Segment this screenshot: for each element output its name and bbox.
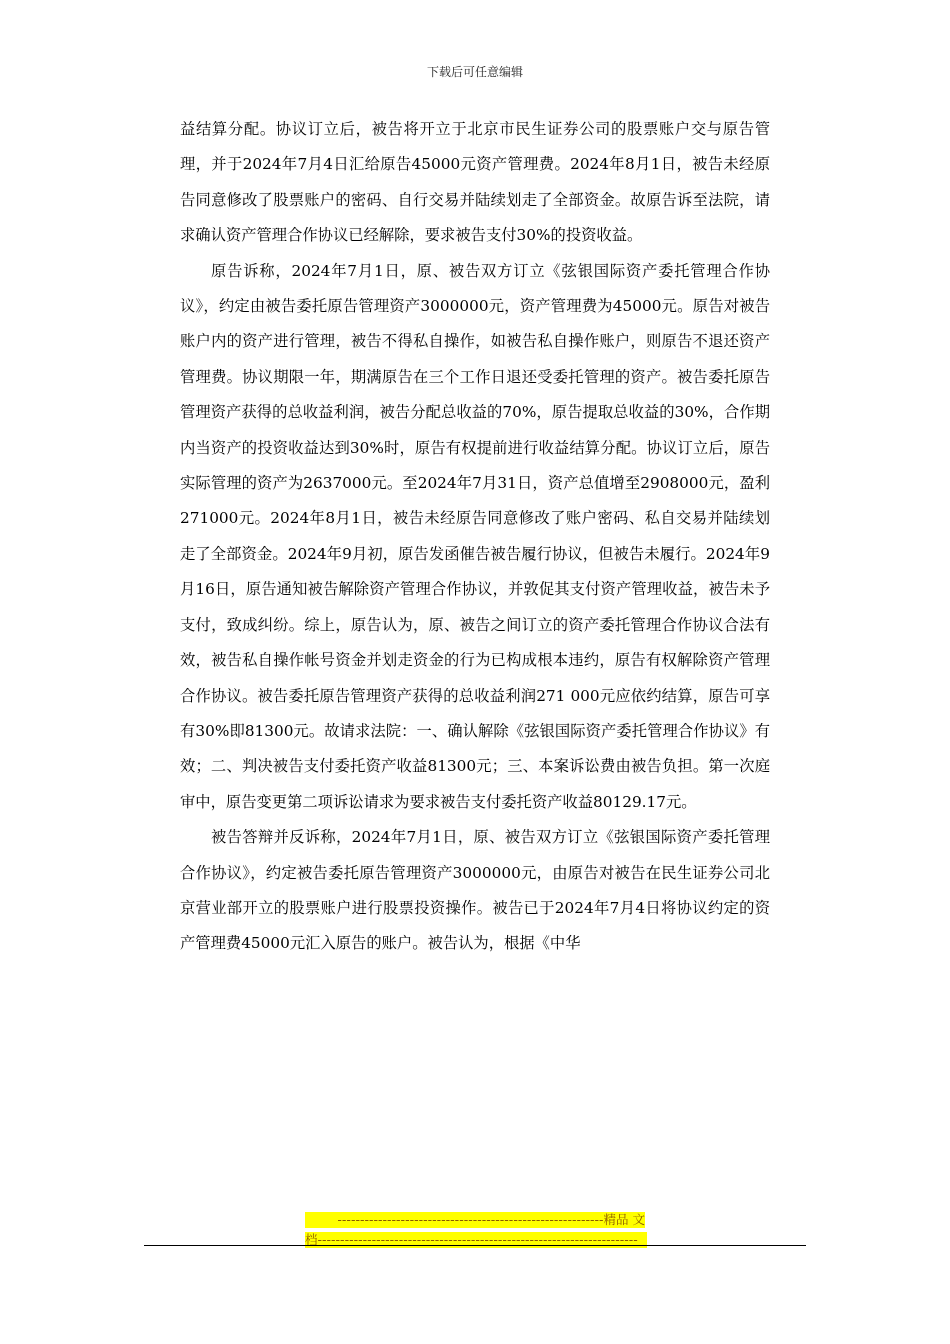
paragraph-3: 被告答辩并反诉称，2024年7月1日，原、被告双方订立《弦银国际资产委托管理合作协议》，约定被告委托原告管理资产3000000元，由原告对被告在民生证券公司北京营业部开立的股票账户进行股票投资操作。被告已于2024年7月4日将协议约定的资产管理费45000元汇入原告的账户。被告认为，根据《中华 bbox=[180, 828, 770, 953]
footer-divider bbox=[144, 1245, 806, 1246]
footer-banner-line1: -----------------------------------------------------------精品 文 bbox=[305, 1212, 645, 1228]
paragraph-1: 益结算分配。协议订立后，被告将开立于北京市民生证券公司的股票账户交与原告管理，并于2024年7月4日汇给原告45000元资产管理费。2024年8月1日，被告未经原告同意修改了股票账户的密码、自行交易并陆续划走了全部资金。故原告诉至法院，请求确认资产管理合作协议已经解除，要求被告支付30%的投资收益。 bbox=[180, 120, 770, 245]
page-header: 下载后可任意编辑 bbox=[426, 65, 523, 79]
footer-banner-line2: 档----------------------------------------------------------------------- bbox=[305, 1232, 647, 1248]
document-body bbox=[180, 112, 770, 962]
paragraph-2: 原告诉称，2024年7月1日，原、被告双方订立《弦银国际资产委托管理合作协议》，约定由被告委托原告管理资产3000000元，资产管理费为45000元。原告对被告账户内的资产进行管理，被告不得私自操作，如被告私自操作账户，则原告不退还资产管理费。协议期限一年，期满原告在三个工作日退还受委托管理的资产。被告委托原告管理资产获得的总收益利润，被告分配总收益的70%，原告提取总收益的30%，合作期内当资产的投资收益达到30%时，原告有权提前进行收益结算分配。协议订立后，原告实际管理的资产为2637000元。至2024年7月31日，资产总值增至2908000元，盈利271000元。2024年8月1日，被告未经原告同意修改了账户密码、私自交易并陆续划走了全部资金。2024年9月初，原告发函催告被告履行协议，但被告未履行。2024年9月16日，原告通知被告解除资产管理合作协议，并敦促其支付资产管理收益，被告未予支付，致成纠纷。综上，原告认为，原、被告之间订立的资产委托管理合作协议合法有效，被告私自操作帐号资金并划走资金的行为已构成根本违约，原告有权解除资产管理合作协议。被告委托原告管理资产获得的总收益利润271 000元应依约结算，原告可享有30%即81300元。故请求法院：一、确认解除《弦银国际资产委托管理合作协议》有效；二、判决被告支付委托资产收益81300元；三、本案诉讼费由被告负担。第一次庭审中，原告变更第二项诉讼请求为要求被告支付委托资产收益80129.17元。 bbox=[180, 261, 770, 811]
footer-watermark-banner bbox=[305, 1212, 647, 1252]
